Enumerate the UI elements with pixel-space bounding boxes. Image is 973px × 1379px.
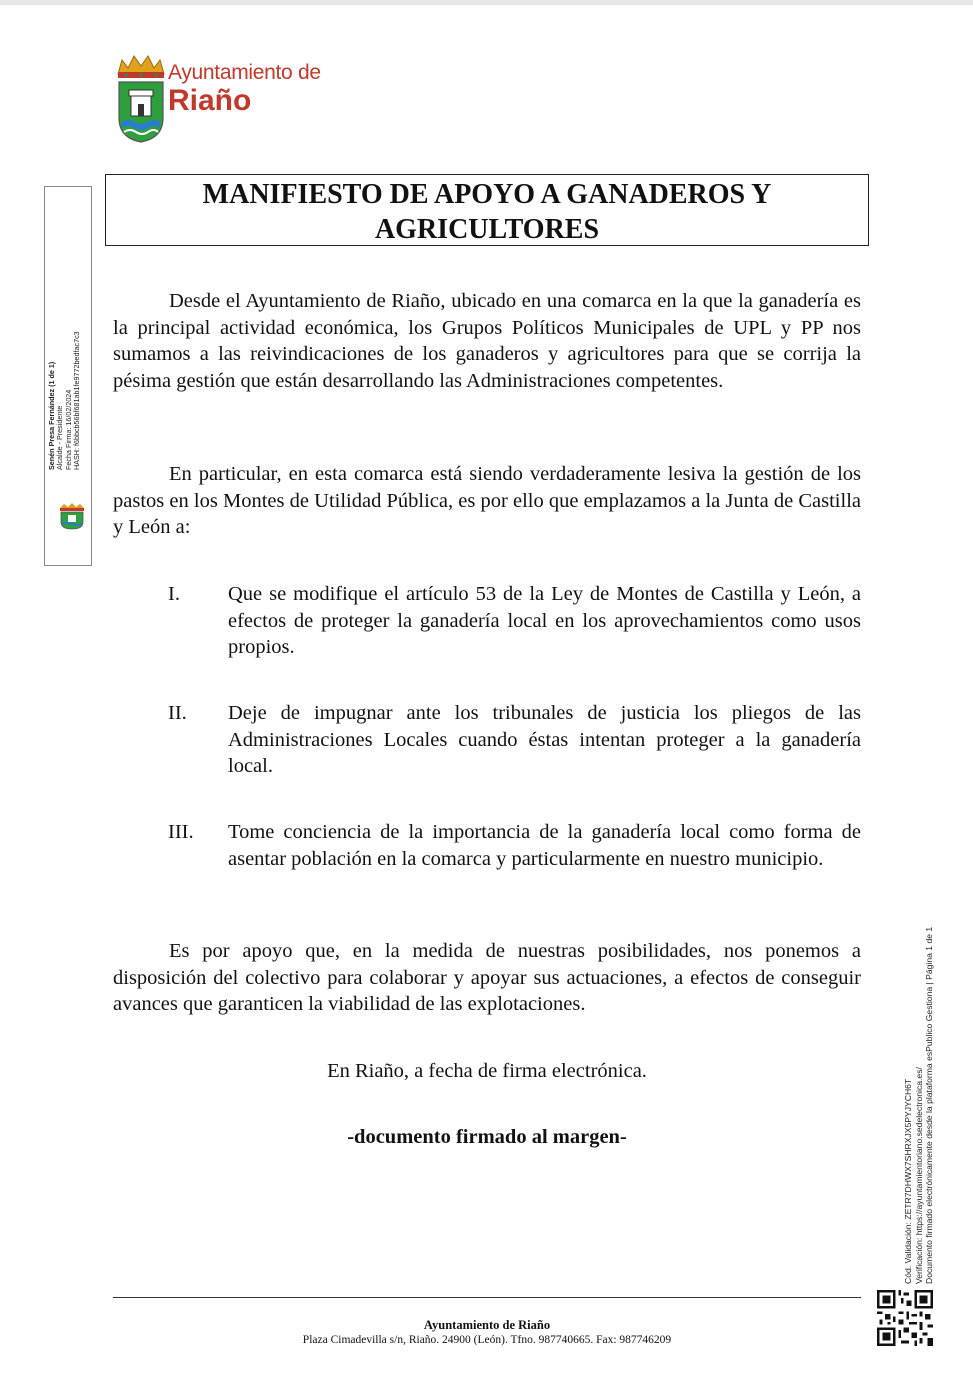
list-item-text: Que se modifique el artículo 53 de la Ley de Montes de Castilla y León, a efectos de proteger la ganadería local en los aprovechamientos como usos propios. — [228, 583, 861, 659]
top-edge-strip — [0, 0, 973, 5]
logo-text-line2: Riaño — [168, 84, 252, 117]
paragraph-intro — [113, 288, 861, 394]
list-item-text: Deje de impugnar ante los tribunales de justicia los pliegos de las Administraciones Locales cuando éstas intentan proteger a la ganadería local. — [228, 702, 861, 778]
stamp-seal-icon — [52, 502, 92, 530]
validation-text — [903, 927, 935, 1284]
footer-address: Plaza Cimadevilla s/n, Riaño. 24900 (León). Tfno. 987740665. Fax: 987746209 — [302, 1334, 672, 1346]
list-item-text: Tome conciencia de la importancia de la ganadería local como forma de asentar población en la comarca y particularmente en nuestro municipio. — [228, 821, 861, 870]
signature-date: Fecha Firma: 16/02/2024 — [63, 389, 73, 470]
validation-note: Documento firmado electrónicamente desde la plataforma esPublico Gestiona | Página 1 de 1 — [924, 926, 934, 1284]
list-item-number: III. — [168, 821, 194, 843]
coat-of-arms-icon — [114, 52, 168, 144]
signer-role: Alcalde - Presidente — [55, 405, 65, 470]
paragraph-support — [113, 938, 861, 1018]
signature-hash: HASH: f6bbcb56bf681ab1fe9772bedfac7c3 — [72, 331, 82, 470]
paragraph-particular-text: En particular, en esta comarca está siendo verdaderamente lesiva la gestión de los pastos en los Montes de Utilidad Pública, es por ello que emplazamos a la Junta de Castilla y León a: — [113, 463, 861, 539]
validation-code: Cód. Validación: ZETR7DHWX7SHRXJX5PYJYCH6T — [903, 1078, 913, 1284]
title-line2: AGRICULTORES — [374, 214, 600, 245]
paragraph-intro-text: Desde el Ayuntamiento de Riaño, ubicado en una comarca en la que la ganadería es la principal actividad económica, los Grupos Políticos Municipales de UPL y PP nos sumamos a las reivindicaciones de los ganaderos y agricultores para que se corrija la pésima gestión que están desarrollando las Administraciones competentes. — [113, 290, 861, 392]
place-date-line: En Riaño, a fecha de firma electrónica. — [327, 1060, 647, 1082]
footer-divider — [113, 1297, 861, 1298]
paragraph-particular — [113, 461, 861, 541]
document-title — [106, 177, 868, 247]
signature-stamp-text — [48, 331, 82, 470]
paragraph-support-text: Es por apoyo que, en la medida de nuestras posibilidades, nos ponemos a disposición del colectivo para colaborar y apoyar sus actuaciones, a efectos de conseguir avances que garanticen la viabilidad de las explotaciones. — [113, 940, 861, 1016]
title-line1: MANIFIESTO DE APOYO A GANADEROS Y — [202, 179, 772, 210]
logo-text-line1: Ayuntamiento de — [168, 61, 321, 84]
signer-name: Senén Presa Fernández (1 de 1) — [47, 361, 56, 470]
signed-note: -documento firmado al margen- — [347, 1126, 627, 1148]
list-item-number: I. — [168, 583, 180, 605]
validation-url: Verificación: https://ayuntamientoriano.sedelectronica.es/ — [913, 1067, 924, 1284]
document-title-box — [105, 174, 869, 246]
municipality-logo — [114, 52, 344, 147]
list-item-number: II. — [168, 702, 187, 724]
qr-code-icon — [877, 1290, 933, 1346]
footer-organization: Ayuntamiento de Riaño — [423, 1318, 551, 1332]
